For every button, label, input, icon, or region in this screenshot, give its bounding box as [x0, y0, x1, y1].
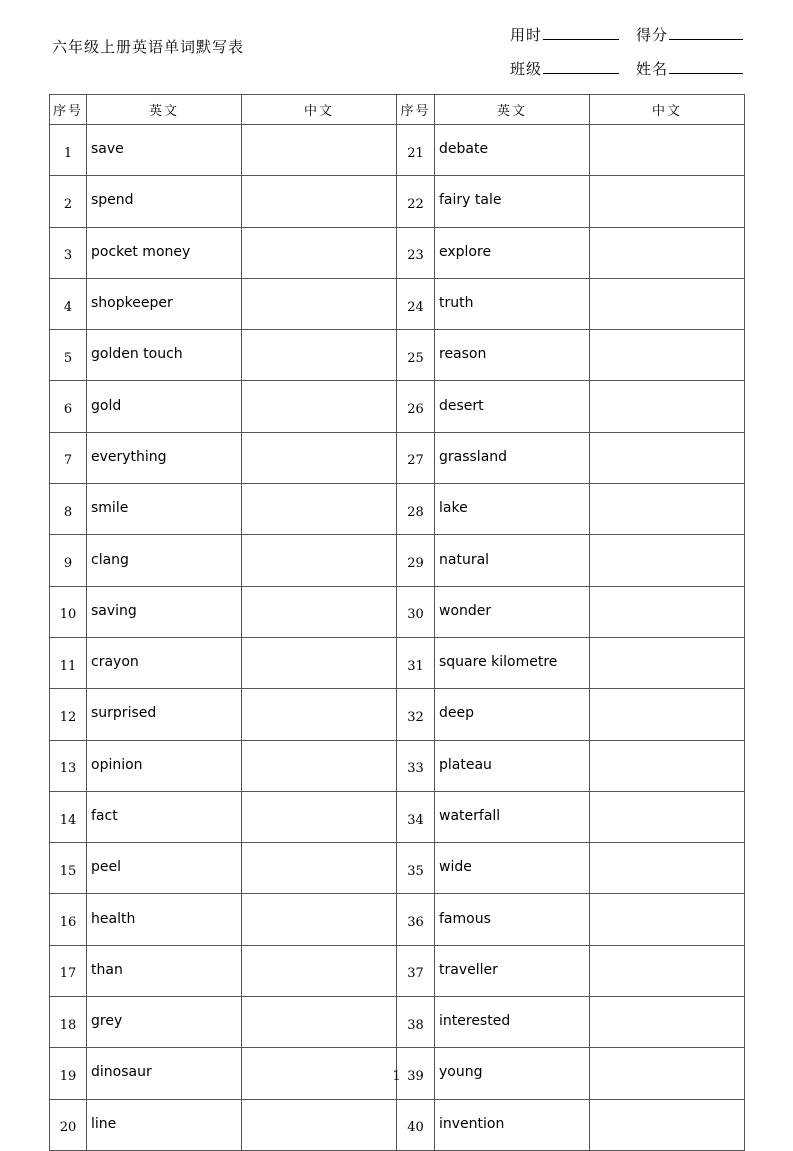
english-word: explore [435, 227, 590, 278]
chinese-answer-cell[interactable] [242, 894, 397, 945]
english-word: spend [87, 176, 242, 227]
english-word: everything [87, 432, 242, 483]
row-number: 12 [50, 689, 87, 740]
english-word: deep [435, 689, 590, 740]
row-number: 19 [50, 1048, 87, 1099]
chinese-answer-cell[interactable] [242, 125, 397, 176]
chinese-answer-cell[interactable] [242, 176, 397, 227]
chinese-answer-cell[interactable] [242, 535, 397, 586]
table-row [50, 381, 745, 432]
chinese-answer-cell[interactable] [242, 586, 397, 637]
table-row [50, 894, 745, 945]
row-number: 1 [50, 125, 87, 176]
english-word: than [87, 945, 242, 996]
english-word: line [87, 1099, 242, 1150]
chinese-answer-cell[interactable] [590, 637, 745, 688]
row-number: 25 [397, 330, 435, 381]
row-number: 36 [397, 894, 435, 945]
header-english: 英文 [435, 95, 590, 125]
chinese-answer-cell[interactable] [590, 330, 745, 381]
english-word: reason [435, 330, 590, 381]
row-number: 18 [50, 997, 87, 1048]
table-row [50, 689, 745, 740]
english-word: desert [435, 381, 590, 432]
table-row [50, 945, 745, 996]
score-blank-line[interactable] [669, 38, 743, 40]
chinese-answer-cell[interactable] [590, 381, 745, 432]
row-number: 27 [397, 432, 435, 483]
chinese-answer-cell[interactable] [590, 176, 745, 227]
table-row [50, 278, 745, 329]
table-row [50, 227, 745, 278]
row-number: 5 [50, 330, 87, 381]
row-number: 15 [50, 843, 87, 894]
chinese-answer-cell[interactable] [590, 791, 745, 842]
class-label: 班级 [510, 60, 543, 78]
english-word: fact [87, 791, 242, 842]
table-row [50, 997, 745, 1048]
row-number: 32 [397, 689, 435, 740]
chinese-answer-cell[interactable] [590, 278, 745, 329]
time-label: 用时 [510, 26, 543, 44]
table-row [50, 176, 745, 227]
name-blank-line[interactable] [669, 72, 743, 74]
table-header-row [50, 95, 745, 125]
chinese-answer-cell[interactable] [590, 227, 745, 278]
chinese-answer-cell[interactable] [242, 637, 397, 688]
english-word: interested [435, 997, 590, 1048]
row-number: 14 [50, 791, 87, 842]
english-word: natural [435, 535, 590, 586]
row-number: 30 [397, 586, 435, 637]
row-number: 21 [397, 125, 435, 176]
row-number: 38 [397, 997, 435, 1048]
row-number: 29 [397, 535, 435, 586]
row-number: 17 [50, 945, 87, 996]
chinese-answer-cell[interactable] [242, 432, 397, 483]
table-row [50, 637, 745, 688]
table-row [50, 484, 745, 535]
table-row [50, 330, 745, 381]
vocabulary-table [49, 94, 745, 1151]
english-word: opinion [87, 740, 242, 791]
header-number: 序号 [50, 95, 87, 125]
english-word: save [87, 125, 242, 176]
chinese-answer-cell[interactable] [590, 1099, 745, 1150]
row-number: 9 [50, 535, 87, 586]
row-number: 8 [50, 484, 87, 535]
row-number: 13 [50, 740, 87, 791]
english-word: wonder [435, 586, 590, 637]
english-word: waterfall [435, 791, 590, 842]
score-label: 得分 [636, 26, 669, 44]
english-word: peel [87, 843, 242, 894]
name-field [636, 58, 743, 79]
english-word: pocket money [87, 227, 242, 278]
row-number: 7 [50, 432, 87, 483]
chinese-answer-cell[interactable] [590, 894, 745, 945]
english-word: crayon [87, 637, 242, 688]
table-row [50, 432, 745, 483]
row-number: 26 [397, 381, 435, 432]
score-field [636, 24, 743, 45]
chinese-answer-cell[interactable] [242, 484, 397, 535]
chinese-answer-cell[interactable] [242, 227, 397, 278]
english-word: young [435, 1048, 590, 1099]
english-word: gold [87, 381, 242, 432]
chinese-answer-cell[interactable] [242, 843, 397, 894]
row-number: 10 [50, 586, 87, 637]
chinese-answer-cell[interactable] [590, 740, 745, 791]
english-word: debate [435, 125, 590, 176]
table-row [50, 740, 745, 791]
document-title: 六年级上册英语单词默写表 [52, 38, 245, 56]
row-number: 37 [397, 945, 435, 996]
chinese-answer-cell[interactable] [242, 791, 397, 842]
chinese-answer-cell[interactable] [590, 586, 745, 637]
chinese-answer-cell[interactable] [590, 535, 745, 586]
row-number: 31 [397, 637, 435, 688]
class-blank-line[interactable] [543, 72, 619, 74]
header-number: 序号 [397, 95, 435, 125]
row-number: 35 [397, 843, 435, 894]
row-number: 20 [50, 1099, 87, 1150]
row-number: 3 [50, 227, 87, 278]
table-row [50, 791, 745, 842]
header-chinese: 中文 [242, 95, 397, 125]
name-label: 姓名 [636, 60, 669, 78]
row-number: 23 [397, 227, 435, 278]
english-word: truth [435, 278, 590, 329]
row-number: 33 [397, 740, 435, 791]
english-word: surprised [87, 689, 242, 740]
chinese-answer-cell[interactable] [590, 945, 745, 996]
english-word: clang [87, 535, 242, 586]
row-number: 2 [50, 176, 87, 227]
row-number: 28 [397, 484, 435, 535]
chinese-answer-cell[interactable] [242, 740, 397, 791]
chinese-answer-cell[interactable] [590, 432, 745, 483]
chinese-answer-cell[interactable] [242, 689, 397, 740]
table-row [50, 1099, 745, 1150]
english-word: smile [87, 484, 242, 535]
english-word: health [87, 894, 242, 945]
row-number: 16 [50, 894, 87, 945]
page-number: 1 [392, 1069, 401, 1084]
english-word: grassland [435, 432, 590, 483]
english-word: famous [435, 894, 590, 945]
row-number: 22 [397, 176, 435, 227]
chinese-answer-cell[interactable] [590, 125, 745, 176]
row-number: 39 [397, 1048, 435, 1099]
english-word: lake [435, 484, 590, 535]
english-word: invention [435, 1099, 590, 1150]
chinese-answer-cell[interactable] [242, 330, 397, 381]
row-number: 24 [397, 278, 435, 329]
english-word: square kilometre [435, 637, 590, 688]
chinese-answer-cell[interactable] [590, 997, 745, 1048]
english-word: saving [87, 586, 242, 637]
english-word: dinosaur [87, 1048, 242, 1099]
english-word: fairy tale [435, 176, 590, 227]
table-row [50, 586, 745, 637]
table-row [50, 125, 745, 176]
chinese-answer-cell[interactable] [242, 278, 397, 329]
table-row [50, 843, 745, 894]
chinese-answer-cell[interactable] [242, 945, 397, 996]
header-english: 英文 [87, 95, 242, 125]
row-number: 11 [50, 637, 87, 688]
english-word: grey [87, 997, 242, 1048]
time-field [510, 24, 619, 45]
english-word: wide [435, 843, 590, 894]
english-word: plateau [435, 740, 590, 791]
row-number: 4 [50, 278, 87, 329]
row-number: 6 [50, 381, 87, 432]
row-number: 34 [397, 791, 435, 842]
chinese-answer-cell[interactable] [590, 689, 745, 740]
chinese-answer-cell[interactable] [242, 381, 397, 432]
chinese-answer-cell[interactable] [242, 1099, 397, 1150]
class-field [510, 58, 619, 79]
time-blank-line[interactable] [543, 38, 619, 40]
chinese-answer-cell[interactable] [590, 484, 745, 535]
english-word: traveller [435, 945, 590, 996]
header-chinese: 中文 [590, 95, 745, 125]
english-word: shopkeeper [87, 278, 242, 329]
chinese-answer-cell[interactable] [242, 997, 397, 1048]
table-row [50, 535, 745, 586]
english-word: golden touch [87, 330, 242, 381]
chinese-answer-cell[interactable] [590, 843, 745, 894]
row-number: 40 [397, 1099, 435, 1150]
